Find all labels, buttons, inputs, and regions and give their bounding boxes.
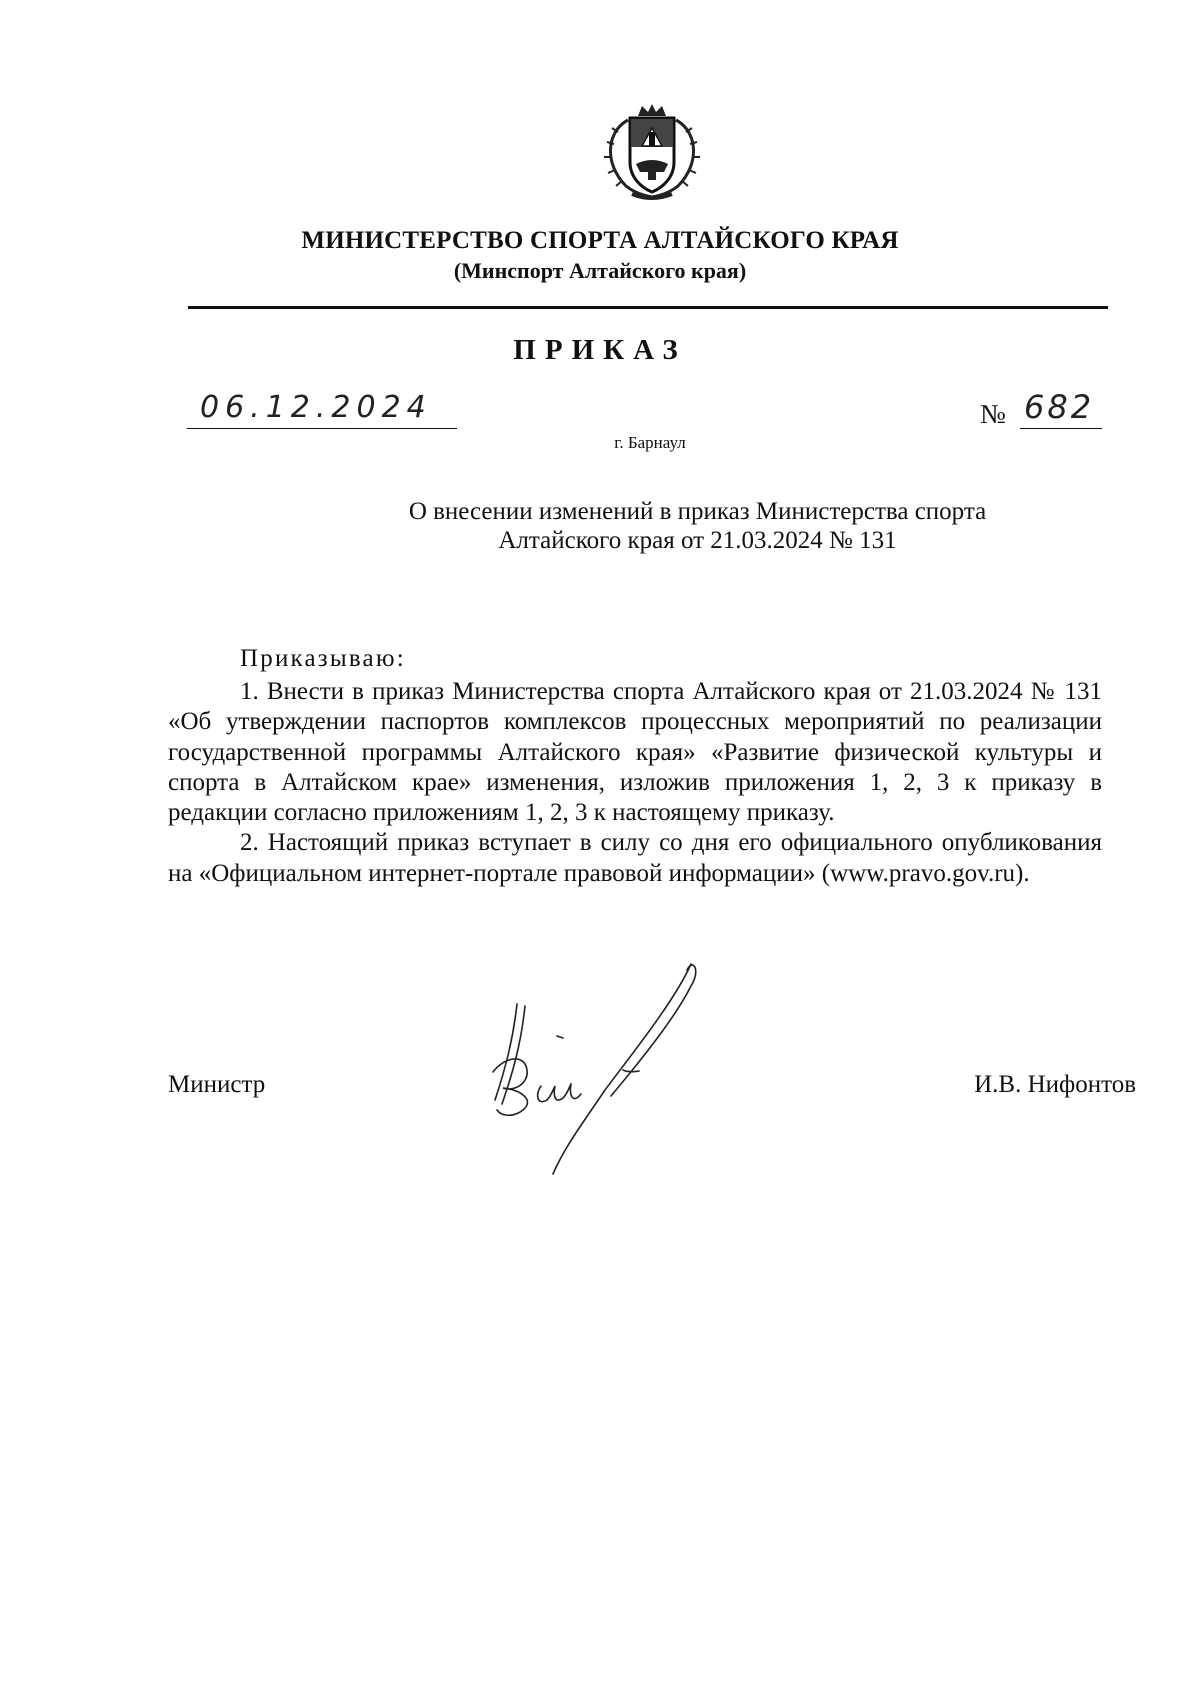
coat-of-arms-icon xyxy=(598,102,706,204)
ministry-name: МИНИСТЕРСТВО СПОРТА АЛТАЙСКОГО КРАЯ xyxy=(301,227,899,254)
subject-line-1: О внесении изменений в приказ Министерства спорта xyxy=(408,498,987,525)
order-item-2: 2. Настоящий приказ вступает в силу со дня его официального опубликования на «Официальном интернет-портале правовой информации» (www.pravo.gov.ru). xyxy=(168,829,1102,887)
header-divider xyxy=(188,306,1108,309)
signatory-position: Министр xyxy=(168,1071,266,1098)
document-type: ПРИКАЗ xyxy=(513,334,687,366)
date-underline xyxy=(187,428,457,429)
subject-line-2: Алтайского края от 21.03.2024 № 131 xyxy=(498,527,897,554)
signatory-name: И.В. Нифонтов xyxy=(974,1071,1136,1098)
city-label: г. Барнаул xyxy=(614,433,686,452)
order-item-1: 1. Внести в приказ Министерства спорта Алтайского края от 21.03.2024 № 131 «Об утверждении паспортов комплексов процессных мероприятий по реализации государственной программы Алтайского края» «Развитие физической культуры и спорта в Алтайском крае» изменения, изложив приложения 1, 2, 3 к приказу в редакции согласно приложениям 1, 2, 3 к настоящему приказу. xyxy=(168,678,1102,827)
order-body xyxy=(168,677,1102,889)
number-underline xyxy=(1020,428,1102,429)
order-word: Приказываю: xyxy=(240,645,406,672)
number-label: № xyxy=(980,399,1006,429)
handwritten-signature-icon xyxy=(455,960,700,1190)
document-date: 06.12.2024 xyxy=(200,390,432,425)
document-number: 682 xyxy=(1024,388,1095,426)
document-subject xyxy=(300,497,1095,555)
ministry-short-name: (Минспорт Алтайского края) xyxy=(453,258,747,283)
